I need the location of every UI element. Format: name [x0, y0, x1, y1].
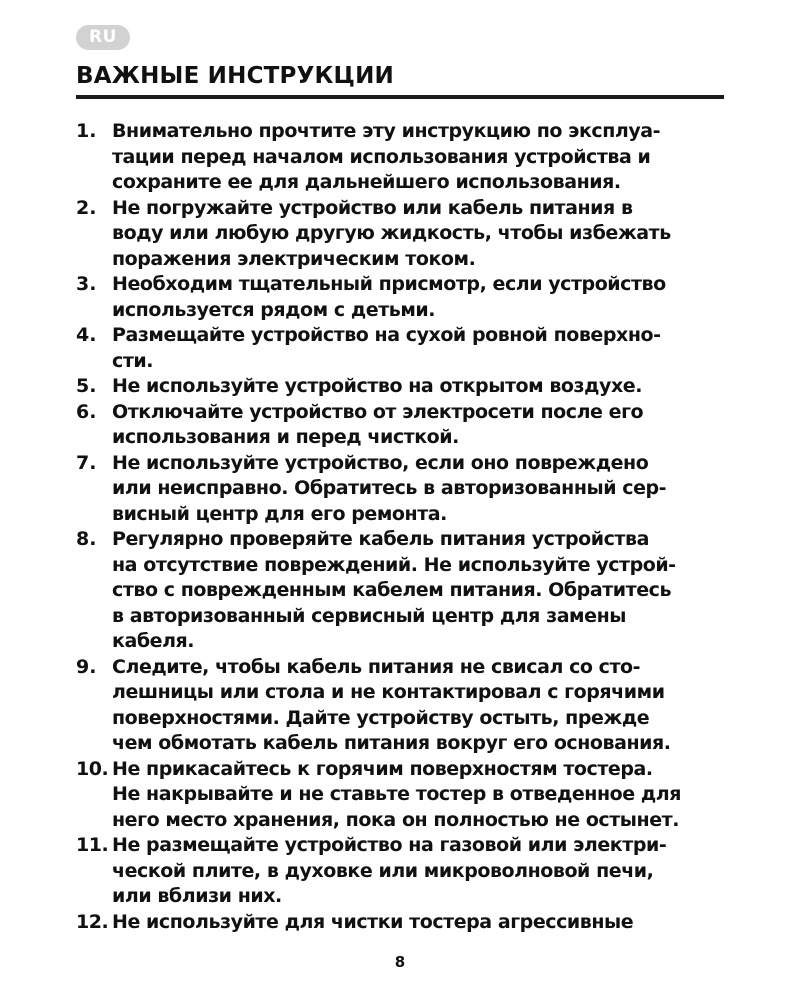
- instruction-item: [76, 119, 736, 196]
- instructions-list: [76, 119, 736, 935]
- instruction-line: Не накрывайте и не ставьте тостер в отведенное для: [112, 783, 681, 805]
- instruction-text: [112, 119, 736, 196]
- instruction-item: [76, 655, 736, 757]
- instruction-number: 11.: [76, 834, 109, 856]
- instruction-line: ство с поврежденным кабелем питания. Обратитесь: [112, 579, 672, 601]
- instruction-text: [112, 196, 736, 273]
- instruction-item: [76, 400, 736, 451]
- instruction-text: [112, 400, 736, 451]
- instruction-item: [76, 833, 736, 910]
- instruction-text: [112, 910, 736, 936]
- instruction-line: Не используйте устройство, если оно повреждено: [112, 451, 649, 474]
- instruction-line: Не погружайте устройство или кабель питания в: [112, 196, 633, 219]
- instruction-item: [76, 196, 736, 273]
- instruction-text: [112, 451, 736, 528]
- instruction-item: [76, 527, 736, 655]
- instruction-line: Внимательно прочтите эту инструкцию по эксплуа-: [112, 120, 661, 142]
- instruction-line: кабеля.: [112, 630, 195, 652]
- instruction-line: Размещайте устройство на сухой ровной поверхно-: [112, 324, 661, 346]
- instruction-line: использования и перед чисткой.: [112, 426, 459, 448]
- instruction-text: [112, 833, 736, 910]
- instruction-item: [76, 374, 736, 400]
- instruction-number: 5.: [76, 375, 97, 397]
- instruction-line: Не используйте устройство на открытом воздухе.: [112, 375, 642, 397]
- instruction-number: 1.: [76, 120, 97, 142]
- instruction-line: Следите, чтобы кабель питания не свисал со сто-: [112, 655, 641, 678]
- instruction-number: 12.: [76, 910, 109, 933]
- instruction-number: 7.: [76, 451, 97, 474]
- instruction-line: висный центр для его ремонта.: [112, 502, 447, 525]
- instruction-line: воду или любую другую жидкость, чтобы избежать: [112, 222, 671, 244]
- instruction-line: используется рядом с детьми.: [112, 298, 436, 321]
- instruction-item: [76, 910, 736, 936]
- instruction-number: 10.: [76, 757, 109, 780]
- instruction-number: 9.: [76, 655, 97, 678]
- instruction-text: [112, 272, 736, 323]
- instruction-number: 8.: [76, 528, 97, 550]
- instruction-line: чем обмотать кабель питания вокруг его основания.: [112, 732, 671, 754]
- language-badge: RU: [76, 25, 130, 50]
- page-number: 8: [394, 953, 406, 971]
- instruction-number: 3.: [76, 273, 97, 295]
- instruction-line: сохраните ее для дальнейшего использования.: [112, 171, 621, 193]
- instruction-line: Не размещайте устройство на газовой или электри-: [112, 834, 667, 856]
- instruction-line: Отключайте устройство от электросети после его: [112, 400, 644, 423]
- page-heading: ВАЖНЫЕ ИНСТРУКЦИИ: [76, 63, 394, 89]
- instruction-line: в авторизованный сервисный центр для замены: [112, 604, 626, 627]
- instruction-text: [112, 374, 736, 400]
- instruction-line: него место хранения, пока он полностью не остынет.: [112, 808, 679, 831]
- instruction-text: [112, 323, 736, 374]
- instruction-item: [76, 272, 736, 323]
- instruction-line: Не используйте для чистки тостера агрессивные: [112, 910, 634, 933]
- instruction-line: Необходим тщательный присмотр, если устройство: [112, 273, 666, 295]
- instruction-line: поражения электрическим током.: [112, 247, 476, 270]
- heading-divider: [76, 95, 724, 99]
- instruction-number: 2.: [76, 196, 97, 219]
- instruction-line: тации перед началом использования устройства и: [112, 145, 651, 168]
- instruction-line: или вблизи них.: [112, 885, 282, 907]
- instruction-line: или неисправно. Обратитесь в авторизованный сер-: [112, 477, 667, 499]
- instruction-item: [76, 323, 736, 374]
- instruction-line: Не прикасайтесь к горячим поверхностям тостера.: [112, 757, 653, 780]
- instruction-line: на отсутствие повреждений. Не используйте устрой-: [112, 553, 676, 576]
- instruction-line: Регулярно проверяйте кабель питания устройства: [112, 528, 649, 550]
- instruction-line: лешницы или стола и не контактировал с горячими: [112, 681, 665, 703]
- instruction-line: сти.: [112, 349, 154, 372]
- instruction-number: 6.: [76, 400, 97, 423]
- instruction-item: [76, 757, 736, 834]
- instruction-text: [112, 527, 736, 655]
- instruction-number: 4.: [76, 324, 97, 346]
- instruction-text: [112, 757, 736, 834]
- instruction-item: [76, 451, 736, 528]
- instruction-line: ческой плите, в духовке или микроволновой печи,: [112, 859, 654, 882]
- instruction-text: [112, 655, 736, 757]
- instruction-line: поверхностями. Дайте устройству остыть, прежде: [112, 706, 650, 729]
